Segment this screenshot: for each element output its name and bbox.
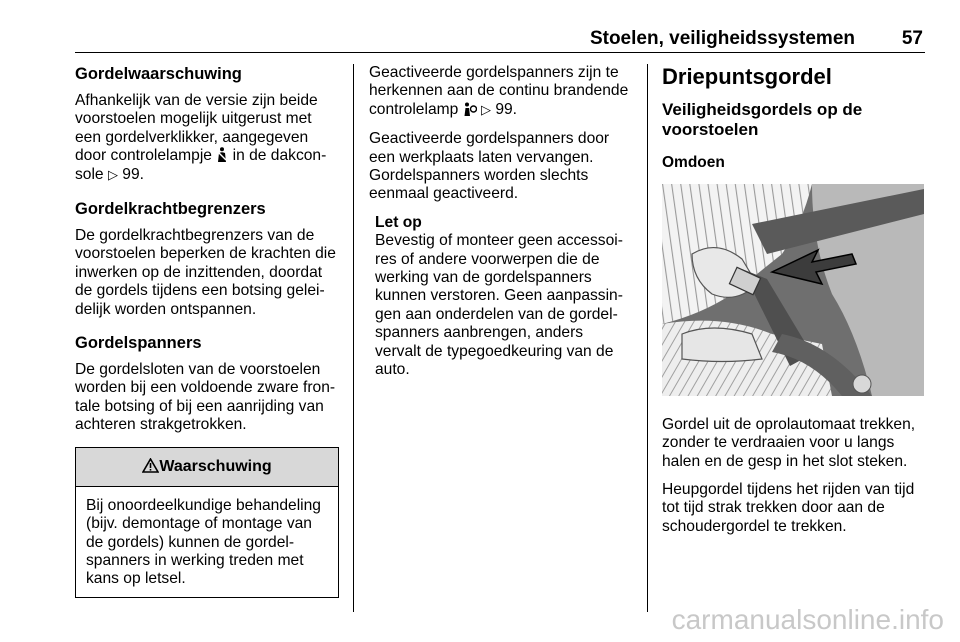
paragraph-activated (369, 64, 633, 120)
paragraph-pull-belt: Gordel uit de oprolautomaat trekken, zonder te verdraaien voor u langs halen en de gesp in het slot steken. (662, 415, 916, 470)
column-1 (75, 64, 340, 598)
page-ref-icon: ▷ (107, 167, 118, 183)
belt-warning-text-b: in de dakconsole (75, 147, 327, 183)
page-header (75, 28, 925, 53)
page-number: 57 (901, 28, 923, 49)
heading-belt-warning: Gordelwaarschuwing (75, 65, 242, 83)
paragraph-tighten-belt: Heupgordel tijdens het rijden van tijd tot tijd strak trekken door aan de schoudergordel te trekken. (662, 481, 915, 535)
heading-three-point-belt: Driepuntsgordel (662, 64, 832, 89)
belt-warning-text-a: Afhankelijk van de versie zijn beide voorstoelen mogelijk uitgerust met een gordelverklikker, aangegeven door controlelampje (75, 92, 318, 165)
note-block (375, 214, 633, 380)
heading-force-limiters: Gordelkrachtbegrenzers (75, 200, 266, 219)
page-ref-icon: ▷ (480, 102, 491, 118)
note-title: Let op (375, 213, 422, 231)
note-text: Bevestig of monteer geen accessoires of andere voorwerpen die de werking van de gordelspanners kunnen verstoren. Geen aanpassingen aan onderdelen van de gordelspanners aanbrengen, anders vervalt de typegoedkeuring van de auto. (375, 232, 623, 379)
column-divider-2 (647, 64, 648, 612)
heading-pretensioners: Gordelspanners (75, 334, 202, 353)
warning-triangle-icon (142, 458, 159, 473)
warning-header (76, 448, 338, 487)
warning-box (75, 447, 339, 598)
airbag-warning-icon (463, 102, 477, 116)
activated-ref: 99. (495, 100, 517, 118)
paragraph-pretensioners: De gordelsloten van de voorstoelen worden bij een voldoende zware frontale botsing of bij een aanrijding van achteren strakgetrokken. (75, 361, 336, 434)
watermark: carmanualsonline.info (671, 604, 944, 635)
column-3 (662, 64, 928, 546)
column-2 (369, 64, 633, 380)
page-title: Stoelen, veiligheidssystemen (589, 28, 855, 49)
warning-body: Bij onoordeelkundige behandeling (bijv. demontage of montage van de gordels) kunnen de gordelspanners in werking treden met kans op letsel. (86, 496, 321, 588)
warning-title: Waarschuwing (159, 457, 272, 475)
activated-text: Geactiveerde gordelspanners zijn te herkennen aan de continu brandende controlelamp (369, 64, 629, 118)
paragraph-replace: Geactiveerde gordelspanners door een werkplaats laten vervangen. Gordelspanners worden slechts eenmaal geactiveerd. (369, 130, 610, 203)
belt-warning-ref: 99. (122, 165, 144, 183)
paragraph-belt-warning (75, 92, 340, 185)
paragraph-force-limiters: De gordelkrachtbegrenzers van de voorstoelen beperken de krachten die inwerken op de inzittenden, doordat de gordels tijdens een botsing geleidelijk worden ontspannen. (75, 227, 336, 318)
heading-front-seat-belts: Veiligheidsgordels op de voorstoelen (662, 100, 863, 139)
heading-fasten: Omdoen (662, 154, 725, 171)
seatbelt-illustration (662, 184, 924, 396)
column-divider-1 (353, 64, 354, 612)
seatbelt-icon (216, 147, 228, 162)
